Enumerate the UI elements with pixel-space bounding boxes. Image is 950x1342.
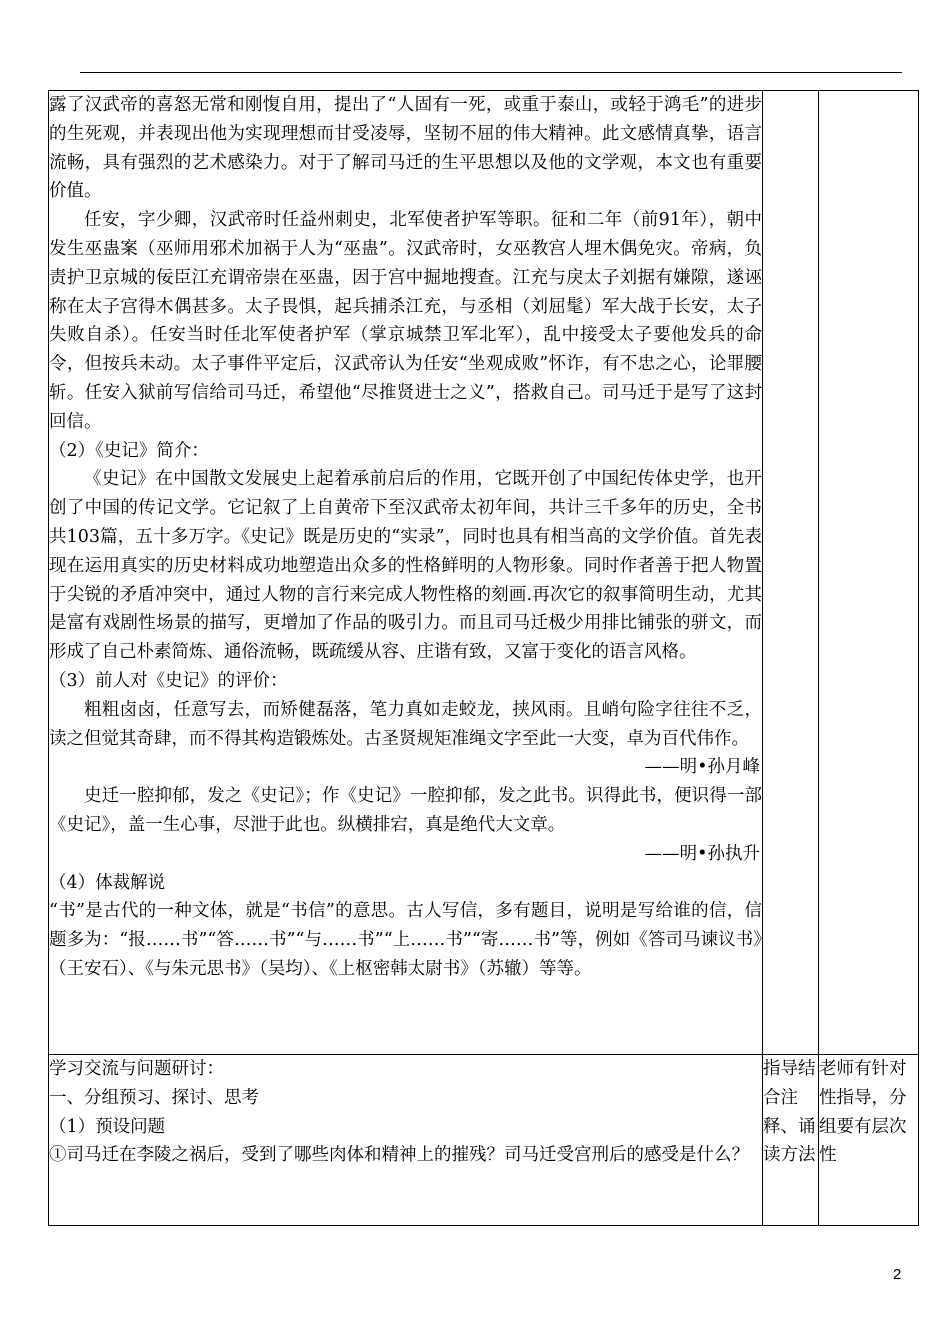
teacher-note-cell: 老师有针对性指导，分组要有层次性 <box>819 1055 919 1226</box>
attribution-sun-zhisheng: ——明•孙执升 <box>644 843 760 864</box>
paragraph-ren-an: 任安，字少卿，汉武帝时任益州刺史，北军使者护军等职。征和二年（前91年），朝中发生巫蛊案（巫师用邪术加祸于人为“巫蛊”。汉武帝时，女巫教宫人埋木偶免灾。帝病，负责护卫京城的佞臣江充谓帝崇在巫蛊，因于宫中掘地搜查。江充与戾太子刘据有嫌隙，遂诬称在太子宫得木偶甚多。太子畏惧，起兵捕杀江充，与丞相（刘屈髦）军大战于长安，太子失败自杀）。任安当时任北军使者护军（掌京城禁卫军北军），乱中接受太子要他发兵的命令，但按兵未动。太子事件平定后，汉武帝认为任安“坐观成败”怀诈，有不忠之心，论罪腰斩。任安入狱前写信给司马迁，希望他“尽推贤进士之义”，搭救自己。司马迁于是写了这封回信。 <box>49 210 762 432</box>
table-row <box>49 91 919 1055</box>
heading-shiji-evaluation: （3）前人对《史记》的评价： <box>49 670 288 691</box>
question-1: ①司马迁在李陵之祸后，受到了哪些肉体和精神上的摧残？司马迁受宫刑后的感受是什么？ <box>49 1145 749 1166</box>
table-row <box>49 1055 919 1226</box>
content-cell <box>49 91 763 1055</box>
page-number: 2 <box>893 1266 902 1283</box>
paragraph-intro-continued: 露了汉武帝的喜怒无常和刚愎自用，提出了“人固有一死，或重于泰山，或轻于鸿毛”的进步的生死观，并表现出他为实现理想而甘受凌辱，坚韧不屈的伟大精神。此文感情真挚，语言流畅，具有强烈的艺术感染力。对于了解司马迁的生平思想以及他的文学观，本文也有重要价值。 <box>49 95 762 202</box>
heading-preset-questions: （1）预设问题 <box>49 1116 166 1137</box>
guidance-method-cell: 指导结合注释、诵读方法 <box>763 1055 819 1226</box>
discussion-cell <box>49 1055 763 1226</box>
note-cell-empty <box>819 91 919 1055</box>
quote-sun-zhisheng: 史迁一腔抑郁，发之《史记》；作《史记》一腔抑郁，发之此书。识得此书，便识得一部《史记》，盖一生心事，尽泄于此也。纵横排宕，真是绝代大文章。 <box>49 786 762 835</box>
header-rule <box>80 72 902 73</box>
quote-sun-yuefeng: 粗粗卤卤，任意写去，而矫健磊落，笔力真如走蛟龙，挟风雨。且峭句险字往往不乏，读之但觉其奇肆，而不得其构造锻炼处。古圣贤规矩准绳文字至此一大变，卓为百代伟作。 <box>49 699 762 749</box>
step-group-preview: 一、分组预习、探讨、思考 <box>49 1087 259 1108</box>
paragraph-genre: “书”是古代的一种文体，就是“书信”的意思。古人写信，多有题目，说明是写给谁的信，信题多为：“报……书”“答……书”“与……书”“上……书”“寄……书”等，例如《答司马谏议书》（王安石）、《与朱元思书》（吴均）、《上枢密韩太尉书》（苏辙）等等。 <box>49 901 762 979</box>
heading-discussion: 学习交流与问题研讨： <box>49 1059 224 1079</box>
heading-shiji-intro: （2）《史记》简介： <box>49 440 209 461</box>
guidance-cell-empty <box>763 91 819 1055</box>
lesson-table <box>48 90 919 1226</box>
heading-genre: （4）体裁解说 <box>49 872 166 893</box>
paragraph-shiji-intro: 《史记》在中国散文发展史上起着承前启后的作用，它既开创了中国纪传体史学，也开创了中国的传记文学。它记叙了上自黄帝下至汉武帝太初年间，共计三千多年的历史，全书共103篇，五十多万字。《史记》既是历史的“实录”，同时也具有相当高的文学价值。首先表现在运用真实的历史材料成功地塑造出众多的性格鲜明的人物形象。同时作者善于把人物置于尖锐的矛盾冲突中，通过人物的言行来完成人物性格的刻画.再次它的叙事简明生动，尤其是富有戏剧性场景的描写，更增加了作品的吸引力。而且司马迁极少用排比铺张的骈文，而形成了自己朴素简炼、通俗流畅，既疏缓从容、庄谐有致，又富于变化的语言风格。 <box>49 469 762 663</box>
attribution-sun-yuefeng: ——明•孙月峰 <box>644 757 760 778</box>
